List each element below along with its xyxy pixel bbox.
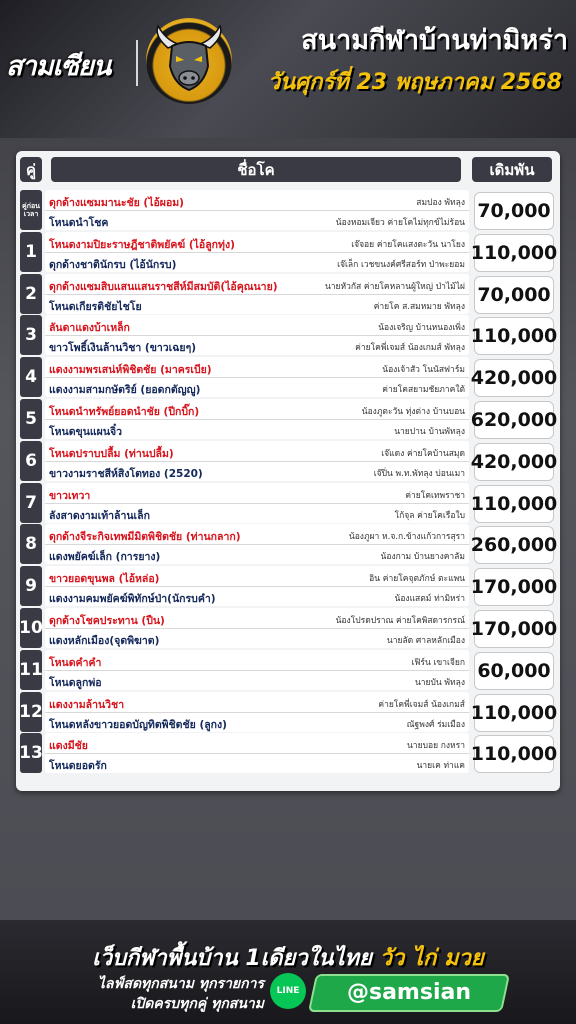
pair-cell xyxy=(45,232,469,272)
pair-cell xyxy=(45,483,469,523)
bull-name: โหนดนำโชค xyxy=(49,217,109,229)
pair-number: 4 xyxy=(20,357,42,397)
bull-name: โหนดยอดรัก xyxy=(49,760,107,773)
red-corner-line xyxy=(45,232,469,253)
red-corner-line xyxy=(45,608,469,629)
owner-name: เจ๊จอย ค่ายโคแสงตะวัน นาโยง xyxy=(351,239,465,250)
bull-name: ดุกด้างชาตินักรบ (ไอ้นักรบ) xyxy=(49,258,177,271)
red-corner-line xyxy=(45,692,469,713)
table-row xyxy=(16,274,560,314)
blue-corner-line xyxy=(45,712,469,732)
bull-name: โหนดขุนแผนจิ๋ว xyxy=(49,426,123,438)
bet-amount: 420,000 xyxy=(474,443,554,481)
owner-name: เฟิร์น เขาเจียก xyxy=(411,657,465,668)
column-header-name: ชื่อโค xyxy=(51,157,461,182)
pair-cell xyxy=(45,524,469,564)
live-text-1: ไลฟ์สดทุกสนาม ทุกรายการ xyxy=(97,976,264,992)
owner-name: น้องโปรดปราณ ค่ายโคพิสดารกรณ์ xyxy=(335,616,465,626)
bull-name: ดุกด้างโชคประทาน (ปืน) xyxy=(49,615,165,627)
red-corner-line xyxy=(45,315,469,336)
page-title: สนามกีฬาบ้านท่ามิหร่า xyxy=(301,25,568,56)
blue-corner-line xyxy=(45,586,469,606)
event-date: วันศุกร์ที่ 23 พฤษภาคม 2568 xyxy=(267,70,562,95)
red-corner-line xyxy=(45,399,469,420)
bull-name: แดงงามล้านวิชา xyxy=(49,698,125,711)
bull-name: โหนดเกียรติชัยไชโย xyxy=(49,300,142,313)
blue-corner-line xyxy=(45,628,469,648)
live-text-2: เปิดครบทุกคู่ ทุกสนาม xyxy=(130,996,264,1012)
owner-name: นายหัวกัส ค่ายโคหลานผู้ใหญ่ ป่าไม้ไผ่ xyxy=(324,281,465,292)
pair-number: 13 xyxy=(20,733,42,773)
blue-corner-line xyxy=(45,419,469,439)
pair-number: คู่ก่อนเวลา xyxy=(20,190,42,230)
bet-amount: 110,000 xyxy=(474,234,554,272)
bull-name: แดงพยัคฆ์เล็ก (การยาง) xyxy=(49,551,161,564)
owner-name: น้องหอมเจียว ค่ายโคไม่ทุกข์ไม่ร้อน xyxy=(335,218,465,228)
bull-name: แดงงามคมพยัคฆ์พิทักษ์ป่า(นักรบคำ) xyxy=(49,593,216,606)
bet-amount: 170,000 xyxy=(474,610,554,648)
blue-corner-line xyxy=(45,461,469,481)
owner-name: นายบัน พัทลุง xyxy=(414,677,465,688)
bull-name: โหนดงามปิยะราษฎีชาติพยัคฆ์ (ไอ้ลูกทุ่ง) xyxy=(49,238,235,251)
owner-name: น้องเจ้าสัว โนนัสฟาร์ม xyxy=(382,365,465,376)
table-row xyxy=(16,399,560,439)
pair-number: 9 xyxy=(20,566,42,606)
table-row xyxy=(16,733,560,773)
red-corner-line xyxy=(45,524,469,545)
red-corner-line xyxy=(45,733,469,754)
line-handle-button[interactable] xyxy=(308,974,510,1012)
pair-number: 8 xyxy=(20,524,42,564)
bet-amount: 110,000 xyxy=(474,735,554,773)
bull-name: ขาวยอดขุนพล (ไอ้หล่อ) xyxy=(49,573,160,586)
owner-name: อิน ค่ายโคจุตภักษ์ ตะแพน xyxy=(369,574,465,585)
table-row xyxy=(16,608,560,648)
owner-name: โก้จุล ค่ายโคเรือใบ xyxy=(394,510,465,521)
table-row xyxy=(16,650,560,690)
pair-number: 12 xyxy=(20,692,42,732)
owner-name: น้องภูผา ห.จ.ก.ข้างแก้วการสุรา xyxy=(348,532,465,543)
column-header-bet: เดิมพัน xyxy=(472,157,552,182)
owner-name: น้องเจริญ บ้านหนองเพิ่ง xyxy=(378,323,465,334)
bet-amount: 110,000 xyxy=(474,694,554,732)
table-row xyxy=(16,232,560,272)
bull-name: ดุกด้างจีระกิจเทพมีมิตพิชิตชัย (ท่านกลาก) xyxy=(49,531,241,544)
pair-cell xyxy=(45,650,469,690)
bull-name: โหนดลูกพ่อ xyxy=(49,676,102,689)
bull-name: ขาวโพธิ์เงินล้านวิชา (ขาวเฉยๆ) xyxy=(49,342,197,355)
owner-name: น้องภูตะวัน ทุ่งต่าง บ้านบอน xyxy=(361,407,465,417)
table-row xyxy=(16,315,560,355)
pair-number: 5 xyxy=(20,399,42,439)
owner-name: ค่ายโคพี่เจมส์ น้องเกมส์ xyxy=(378,699,465,710)
blue-corner-line xyxy=(45,335,469,355)
table-row xyxy=(16,190,560,230)
red-corner-line xyxy=(45,357,469,378)
owner-name: เจ๊เล็ก เวชขนงค์ศรีสอร์ท ป่าพะยอม xyxy=(337,259,465,270)
bet-amount: 110,000 xyxy=(474,485,554,523)
blue-corner-line xyxy=(45,753,469,773)
pair-number: 7 xyxy=(20,483,42,523)
brand-logo-text: สามเซียน xyxy=(6,51,111,82)
pair-number: 6 xyxy=(20,441,42,481)
pair-cell xyxy=(45,566,469,606)
pair-cell xyxy=(45,274,469,314)
pair-number: 2 xyxy=(20,274,42,314)
owner-name: ค่ายโคสยามชัยภาคใต้ xyxy=(382,385,465,396)
table-row xyxy=(16,692,560,732)
bull-name: ลันดาแดงบ้าเหล็ก xyxy=(49,322,130,335)
line-handle-text: @samsian xyxy=(346,980,471,1005)
owner-name: ค่ายโคเทพราชา xyxy=(405,490,465,501)
blue-corner-line xyxy=(45,544,469,564)
blue-corner-line xyxy=(45,210,469,230)
slogan-highlight: วัว ไก่ มวย xyxy=(379,946,484,971)
red-corner-line xyxy=(45,650,469,671)
owner-name: นายเค ท่าแค xyxy=(416,761,465,772)
blue-corner-line xyxy=(45,503,469,523)
owner-name: น้องกาม บ้านยางคาลัม xyxy=(380,552,465,563)
pair-cell xyxy=(45,190,469,230)
fixtures-table xyxy=(16,151,560,791)
line-app-icon[interactable]: LINE xyxy=(270,973,306,1009)
bull-name: แดงมีชัย xyxy=(49,740,88,753)
bet-amount: 620,000 xyxy=(474,401,554,439)
owner-name: น้องแสตม์ ท่ามิหร่า xyxy=(394,594,465,605)
bull-name: แดงงามสามกษัตริย์ (ยอดกตัญญู) xyxy=(49,384,201,397)
red-corner-line xyxy=(45,566,469,587)
owner-name: ณัฐพงศ์ ร่มเมือง xyxy=(406,719,465,730)
pair-cell xyxy=(45,357,469,397)
table-row xyxy=(16,483,560,523)
bet-amount: 70,000 xyxy=(474,192,554,230)
slogan-text: เว็บกีฬาพื้นบ้าน 1เดียวในไทย xyxy=(92,946,372,971)
bull-name: โหนดหลังขาวยอดบัญทิตพิชิตชัย (ลูกง) xyxy=(49,718,227,731)
owner-name: นายบอย กงหรา xyxy=(407,741,465,752)
bet-amount: 260,000 xyxy=(474,526,554,564)
bet-amount: 420,000 xyxy=(474,359,554,397)
bull-name: ดุกด้างแซมมานะชัย (ไอ้ผอม) xyxy=(49,197,184,209)
bull-name: ลังสาดงามเท้าล้านเล็ก xyxy=(49,509,150,522)
pair-number: 1 xyxy=(20,232,42,272)
bull-name: โหนดปราบปลื้ม (ท่านปลื้ม) xyxy=(49,447,174,460)
pair-cell xyxy=(45,692,469,732)
blue-corner-line xyxy=(45,252,469,272)
table-row xyxy=(16,524,560,564)
bull-name: ขาวงามราชสีห์สิงโตทอง (2520) xyxy=(49,467,203,480)
bet-amount: 170,000 xyxy=(474,568,554,606)
red-corner-line xyxy=(45,483,469,504)
pair-cell xyxy=(45,315,469,355)
blue-corner-line xyxy=(45,377,469,397)
bull-name: โหนดนำทรัพย์ยอดนำชัย (ปีกบิ๊ก) xyxy=(49,406,200,418)
red-corner-line xyxy=(45,441,469,462)
owner-name: เจ๊ปิ่น พ.ท.พัทลุง บ่อนเมา xyxy=(373,468,465,479)
bet-amount: 110,000 xyxy=(474,317,554,355)
table-row xyxy=(16,441,560,481)
owner-name: นายปาน บ้านพัทลุง xyxy=(394,427,465,437)
pair-cell xyxy=(45,608,469,648)
footer-slogan xyxy=(0,940,576,975)
pair-number: 10 xyxy=(20,608,42,648)
table-row xyxy=(16,566,560,606)
bull-name: แดงงามพรเสน่ห์พิชิตชัย (มาครเบีย) xyxy=(49,364,212,377)
owner-name: ค่ายโคพี่เจมส์ น้องเกมส์ พัทลุง xyxy=(355,343,465,354)
pair-number: 11 xyxy=(20,650,42,690)
bull-logo-icon xyxy=(146,18,232,104)
bet-amount: 60,000 xyxy=(474,652,554,690)
bull-name: แดงหลักเมือง(จุดพิฆาต) xyxy=(49,635,160,647)
blue-corner-line xyxy=(45,670,469,690)
pair-cell xyxy=(45,441,469,481)
column-header-pair: คู่ xyxy=(20,157,42,182)
red-corner-line xyxy=(45,274,469,295)
table-row xyxy=(16,357,560,397)
pair-cell xyxy=(45,733,469,773)
owner-name: เจ๊แดง ค่ายโคบ้านสมุด xyxy=(381,448,465,459)
owner-name: สมปอง พัทลุง xyxy=(416,198,465,208)
bet-amount: 70,000 xyxy=(474,276,554,314)
brand-divider xyxy=(136,40,138,86)
owner-name: ค่ายโค ส.สมหมาย พัทลุง xyxy=(373,301,465,312)
owner-name: นายลัด ศาลหลักเมือง xyxy=(386,636,465,646)
bull-name: ขาวเทวา xyxy=(49,489,91,502)
blue-corner-line xyxy=(45,294,469,314)
pair-cell xyxy=(45,399,469,439)
bull-name: โหนดคำคำ xyxy=(49,656,102,669)
bull-name: ดุกด้างแซมสิบแสนแสนราชสีห์มีสมบัติ(ไอ้คุณนาย) xyxy=(49,280,278,293)
red-corner-line xyxy=(45,190,469,211)
pair-number: 3 xyxy=(20,315,42,355)
